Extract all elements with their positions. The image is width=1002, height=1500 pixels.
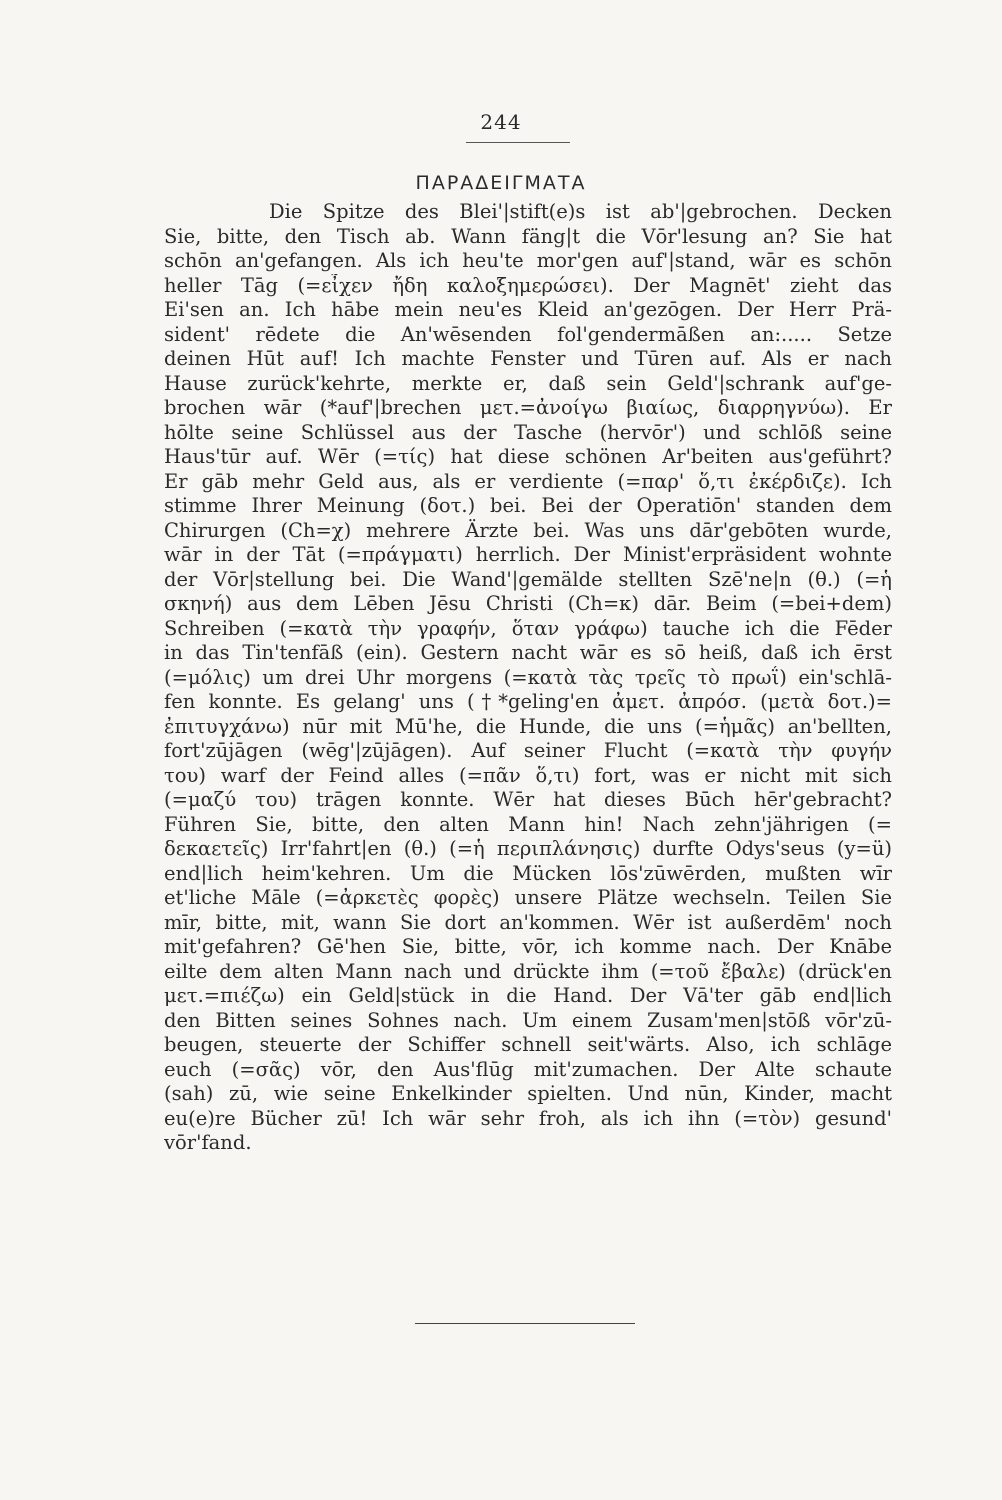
text-line: schōn an'gefangen. Als ich heu'te mor'gen auf'|stand, wār es schōn — [164, 249, 892, 272]
text-line: (sah) zū, wie seine Enkelkinder spielten. Und nūn, Kinder, macht — [164, 1082, 892, 1105]
text-line: δεκαετεῖς) Irr'fahrt|en (θ.) (=ἡ περιπλάνησις) durfte Odys'seus (y=ü) — [164, 837, 892, 860]
text-line: fen konnte. Es gelang' uns (†*geling'en ἀμετ. ἀπρόσ. (μετὰ δοτ.)= — [164, 690, 892, 713]
text-line: end|lich heim'kehren. Um die Mücken lōs'zūwērden, mußten wīr — [164, 861, 892, 885]
text-line: (=μόλις) um drei Uhr morgens (=κατὰ τὰς τρεῖς τὸ πρωΐ) ein'schlā- — [164, 665, 892, 689]
text-line: euch (=σᾶς) vōr, den Aus'flūg mit'zumachen. Der Alte schaute — [164, 1057, 892, 1081]
text-line: Hause zurück'kehrte, merkte er, daß sein Geld'|schrank auf'ge- — [164, 371, 892, 395]
page-number-rule — [466, 142, 570, 143]
text-line: Ei'sen an. Ich hābe mein neu'es Kleid an'gezōgen. Der Herr Prä- — [164, 298, 892, 321]
text-line: sident' rēdete die An'wēsenden fol'gendermāßen an:..... Setze — [164, 322, 892, 346]
text-line: eu(e)re Bücher zū! Ich wār sehr froh, als ich ihn (=τὸν) gesund' — [164, 1106, 892, 1130]
text-line: μετ.=πιέζω) ein Geld|stück in die Hand. Der Vā'ter gāb end|lich — [164, 984, 892, 1007]
text-line: heller Tāg (=εἶχεν ἤδη καλοξημερώσει). Der Magnēt' zieht das — [164, 273, 892, 297]
text-line: et'liche Māle (=ἀρκετὲς φορὲς) unsere Plätze wechseln. Teilen Sie — [164, 886, 892, 909]
text-line: eilte dem alten Mann nach und drückte ihm (=τοῦ ἔβαλε) (drück'en — [164, 959, 892, 983]
text-line: brochen wār (*auf'|brechen μετ.=ἀνοίγω βιαίως, διαρρηγνύω). Er — [164, 396, 892, 419]
text-line: Chirurgen (Ch=χ) mehrere Ärzte bei. Was uns dār'gebōten wurde, — [164, 518, 892, 542]
text-line: stimme Ihrer Meinung (δοτ.) bei. Bei der Operatiōn' standen dem — [164, 494, 892, 517]
text-line: deinen Hūt auf! Ich machte Fenster und Tūren auf. Als er nach — [164, 347, 892, 370]
text-line: του) warf der Feind alles (=πᾶν ὅ,τι) fort, was er nicht mit sich — [164, 763, 892, 787]
text-line: vōr'fand. — [164, 1131, 252, 1154]
text-line: Schreiben (=κατὰ τὴν γραφήν, ὅταν γράφω) tauche ich die Fēder — [164, 616, 892, 640]
text-line: ἐπιτυγχάνω) nūr mit Mū'he, die Hunde, die uns (=ἡμᾶς) an'bellten, — [164, 714, 892, 738]
page-number: 244 — [480, 110, 522, 134]
text-line: der Vōr|stellung bei. Die Wand'|gemälde stellten Szē'ne|n (θ.) (=ἡ — [164, 567, 892, 591]
text-line: σκηνή) aus dem Lēben Jēsu Christi (Ch=κ) dār. Beim (=bei+dem) — [164, 592, 892, 615]
end-rule — [415, 1323, 635, 1324]
body-text — [164, 200, 892, 1156]
text-line: mīr, bitte, mit, wann Sie dort an'kommen. Wēr ist außerdēm' noch — [164, 910, 892, 934]
text-line: Haus'tūr auf. Wēr (=τίς) hat diese schönen Ar'beiten aus'geführt? — [164, 445, 892, 468]
text-line: in das Tin'tenfāß (ein). Gestern nacht wār es sō heiß, daß ich ērst — [164, 641, 892, 664]
text-line: beugen, steuerte der Schiffer schnell seit'wärts. Also, ich schlāge — [164, 1033, 892, 1056]
text-line: hōlte seine Schlüssel aus der Tasche (hervōr') und schlōß seine — [164, 420, 892, 444]
text-line: fort'zūjāgen (wēg'|zūjāgen). Auf seiner Flucht (=κατὰ τὴν φυγήν — [164, 739, 892, 762]
text-line: den Bitten seines Sohnes nach. Um einem Zusam'men|stōß vōr'zū- — [164, 1008, 892, 1032]
text-line: mit'gefahren? Gē'hen Sie, bitte, vōr, ich komme nach. Der Knābe — [164, 935, 892, 958]
text-line: Führen Sie, bitte, den alten Mann hin! Nach zehn'jährigen (= — [164, 812, 892, 836]
section-heading: ΠΑΡΑΔΕΙΓΜΑΤΑ — [415, 172, 587, 194]
text-line: (=μαζύ του) trāgen konnte. Wēr hat dieses Būch hēr'gebracht? — [164, 788, 892, 811]
text-line: wār in der Tāt (=πράγματι) herrlich. Der Minist'erpräsident wohnte — [164, 543, 892, 566]
text-line: Er gāb mehr Geld aus, als er verdiente (=παρ' ὅ,τι ἐκέρδιζε). Ich — [164, 469, 892, 493]
text-line: Die Spitze des Blei'|stift(e)s ist ab'|gebrochen. Decken — [269, 200, 892, 223]
text-line: Sie, bitte, den Tisch ab. Wann fäng|t die Vōr'lesung an? Sie hat — [164, 224, 892, 248]
